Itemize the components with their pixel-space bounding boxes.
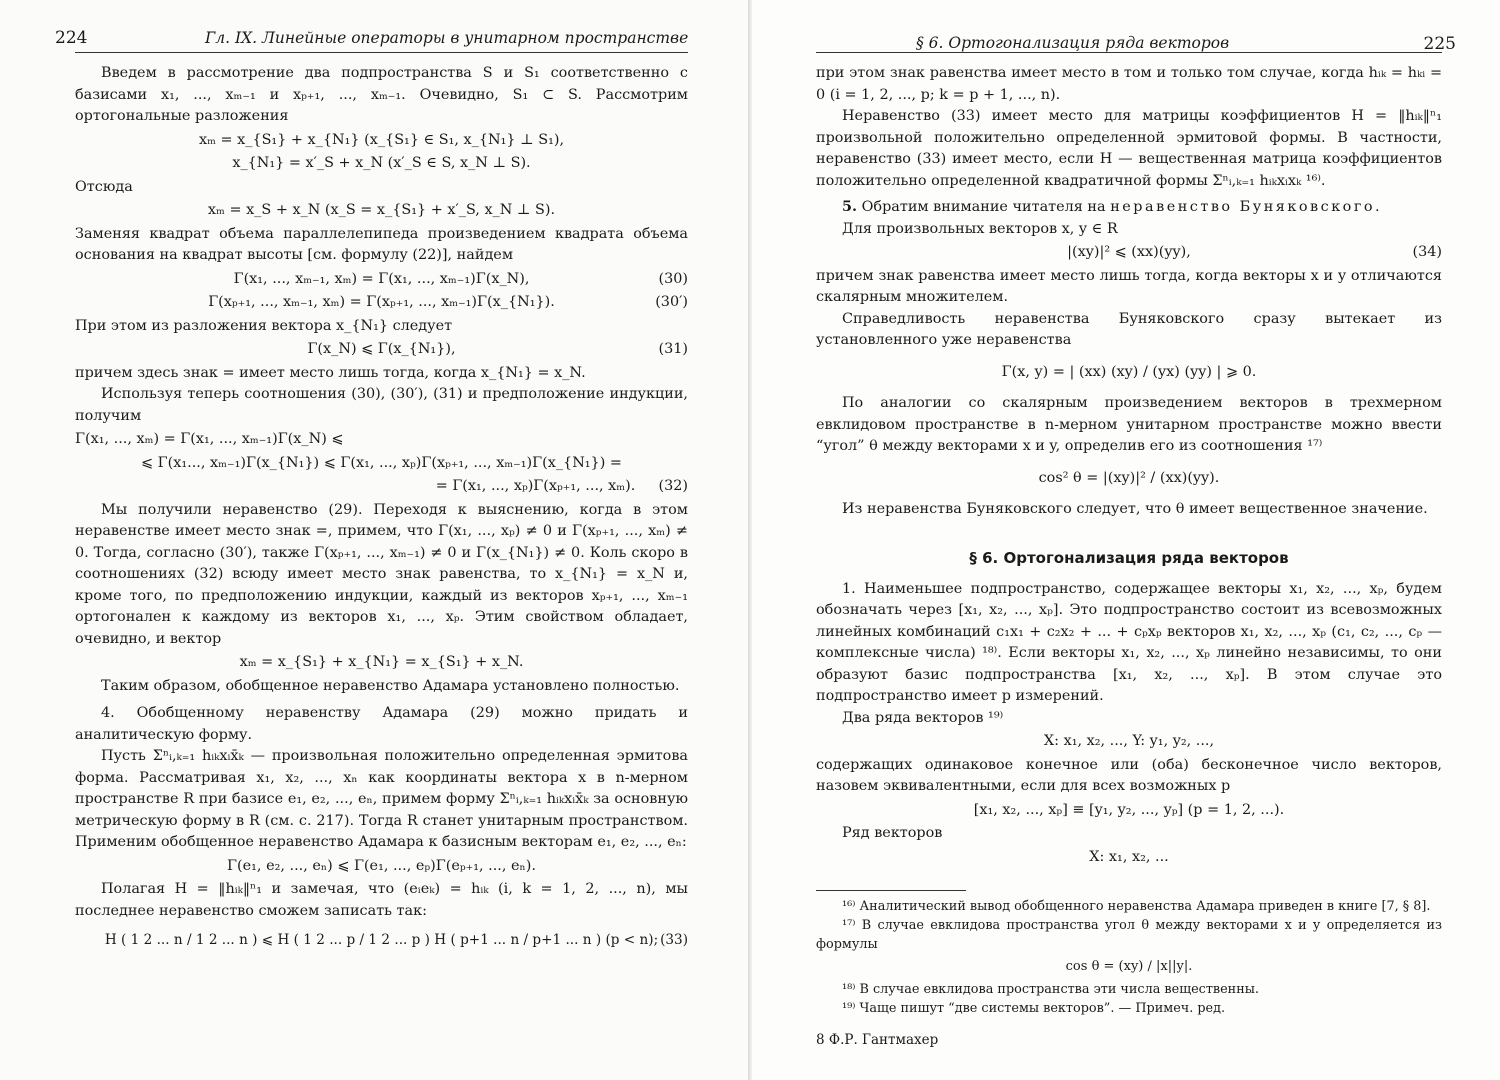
equation-34: [816, 242, 1442, 264]
paragraph: Таким образом, обобщенное неравенство Адамара установлено полностью.: [101, 677, 680, 694]
paragraph: причем здесь знак = имеет место лишь тогда, когда x_{N₁} = x_N.: [75, 364, 586, 381]
equation-31: [75, 339, 688, 361]
equation-body: = Γ(x₁, ..., xₚ)Γ(xₚ₊₁, ..., xₘ).: [435, 478, 636, 494]
paragraph: причем знак равенства имеет место лишь тогда, когда векторы x и y отличаются скалярным множителем.: [816, 267, 1442, 305]
paragraph: При этом из разложения вектора x_{N₁} следует: [75, 317, 453, 334]
footnote: ¹⁷⁾ В случае евклидова пространства угол θ между векторами x и y определяется из формулы: [816, 918, 1442, 952]
paragraph: Два ряда векторов ¹⁹⁾: [842, 709, 1004, 726]
equation-number: (30): [658, 270, 688, 287]
paragraph: Из неравенства Буняковского следует, что θ имеет вещественное значение.: [842, 501, 1428, 517]
text: Обратим внимание читателя на: [861, 199, 1106, 215]
equation-32-line3: [75, 476, 688, 498]
paragraph: Мы получили неравенство (29). Переходя к выяснению, когда в этом неравенстве имеет место знак =, примем, что Γ(x₁, ..., xₚ) ≠ 0 и Γ(xₚ₊₁, ..., xₘ) ≠ 0. Тогда, согласно (30′), также Γ(xₚ₊₁, ..., xₘ₋₁) ≠ 0 и Γ(x_{N₁}) ≠ 0. Коль скоро в соотношениях (32) всюду имеет место знак равенства, то x_{N₁} = x_N и, кроме того, по предположению индукции, каждый из векторов xₚ₊₁, ..., xₘ₋₁ ортогонален к каждому из векторов x₁, ..., xₚ. Этим свойством обладает, очевидно, и вектор: [75, 501, 688, 647]
equation-body: |(xy)|² ⩽ (xx)(yy),: [1067, 244, 1191, 260]
paragraph: Полагая H = ‖hᵢₖ‖ⁿ₁ и замечая, что (eᵢeₖ) = hᵢₖ (i, k = 1, 2, ..., n), мы последнее неравенство сможем записать так:: [75, 881, 688, 919]
equation-number: (31): [658, 341, 688, 357]
paragraph: По аналогии со скалярным произведением векторов в трехмерном евклидовом пространстве в n-мерном унитарном пространстве можно ввести “угол” θ между векторами x и y, определив его из соотношения ¹⁷⁾: [816, 395, 1442, 454]
paragraph: 4. Обобщенному неравенству Адамара (29) можно придать и аналитическую форму.: [75, 705, 688, 743]
footnote: ¹⁶⁾ Аналитический вывод обобщенного неравенства Адамара приведен в книге [7, § 8].: [842, 899, 1431, 914]
paragraph: Введем в рассмотрение два подпространства S и S₁ соответственно с базисами x₁, ..., xₘ₋₁ и xₚ₊₁, ..., xₘ₋₁. Очевидно, S₁ ⊂ S. Рассмотрим ортогональные разложения: [75, 65, 688, 124]
equation: X: x₁, x₂, ..., Y: y₁, y₂, ...,: [1043, 733, 1215, 749]
equation: xₘ = x_S + x_N (x_S = x_{S₁} + x′_S, x_N ⊥ S).: [207, 202, 556, 218]
equation-body: Γ(x_N) ⩽ Γ(x_{N₁}),: [307, 341, 456, 357]
paragraph: содержащих одинаковое конечное или (оба) бесконечное число векторов, назовем эквивалентными, если для всех возможных p: [816, 756, 1442, 794]
equation-32-line1: Γ(x₁, ..., xₘ) = Γ(x₁, ..., xₘ₋₁)Γ(x_N) ⩽: [75, 431, 344, 447]
equation: xₘ = x_{S₁} + x_{N₁} = x_{S₁} + x_N.: [239, 654, 524, 670]
equation-33: [75, 930, 688, 952]
running-head-title: Гл. IX. Линейные операторы в унитарном пространстве: [205, 29, 689, 47]
footnote-equation: cos θ = (xy) / |x||y|.: [1065, 959, 1193, 974]
paragraph: Для произвольных векторов x, y ∈ R: [842, 220, 1118, 237]
equation: X: x₁, x₂, ...: [1089, 848, 1169, 865]
footnote: ¹⁹⁾ Чаще пишут “две системы векторов”. — Примеч. ред.: [842, 1000, 1226, 1016]
equation-body: Γ(xₚ₊₁, ..., xₘ₋₁, xₘ) = Γ(xₚ₊₁, ..., xₘ₋₁)Γ(x_{N₁}).: [208, 294, 555, 310]
equation-number: (30′): [655, 294, 688, 310]
paragraph: Заменяя квадрат объема параллелепипеда произведением квадрата объема основания на квадрат высоты [см. формулу (22)], найдем: [75, 225, 688, 263]
left-running-head: [55, 28, 689, 53]
term-spaced: неравенство Буняковского.: [1110, 199, 1383, 215]
equation: [x₁, x₂, ..., xₚ] ≡ [y₁, y₂, ..., yₚ] (p = 1, 2, ...).: [973, 801, 1285, 818]
paragraph: Неравенство (33) имеет место для матрицы коэффициентов H = ‖hᵢₖ‖ⁿ₁ произвольной положительно определенной эрмитовой формы. В частности, неравенство (33) имеет место, если H — вещественная матрица коэффициентов положительно определенной квадратичной формы Σⁿᵢ,ₖ₌₁ hᵢₖxᵢxₖ ¹⁶⁾.: [816, 108, 1442, 189]
equation: x_{N₁} = x′_S + x_N (x′_S ∈ S, x_N ⊥ S).: [232, 155, 531, 171]
equation-body: Γ(x₁, ..., xₘ₋₁, xₘ) = Γ(x₁, ..., xₘ₋₁)Γ(x_N),: [233, 270, 530, 287]
paragraph: Ряд векторов: [842, 825, 943, 841]
item-number: 5.: [842, 198, 858, 215]
equation: Γ(x, y) = | (xx) (xy) / (yx) (yy) | ⩾ 0.: [1001, 363, 1257, 380]
paragraph: при этом знак равенства имеет место в том и только том случае, когда hᵢₖ = hₖᵢ = 0 (i = 1, 2, ..., p; k = p + 1, ..., n).: [816, 65, 1442, 103]
equation-body: H ( 1 2 ... n / 1 2 ... n ) ⩽ H ( 1 2 ... p / 1 2 ... p ) H ( p+1 ... n / p+1 ... n ) (p < n);: [104, 932, 659, 948]
page-number: 224: [55, 28, 88, 48]
equation-30: [75, 269, 688, 291]
equation-number: (33): [660, 932, 688, 948]
equation-number: (34): [1412, 244, 1442, 260]
equation: cos² θ = |(xy)|² / (xx)(yy).: [1038, 469, 1220, 486]
footnote-rule: [816, 890, 966, 891]
equation-30-prime: [75, 292, 688, 314]
paragraph: Используя теперь соотношения (30), (30′), (31) и предположение индукции, получим: [75, 386, 688, 424]
paragraph: Отсюда: [75, 178, 133, 195]
equation-32-line2: ⩽ Γ(x₁..., xₘ₋₁)Γ(x_{N₁}) ⩽ Γ(x₁, ..., xₚ)Γ(xₚ₊₁, ..., xₘ₋₁)Γ(x_{N₁}) =: [141, 454, 622, 471]
paragraph: Справедливость неравенства Буняковского сразу вытекает из установленного уже неравенства: [816, 310, 1442, 348]
right-running-head: [816, 22, 1456, 54]
page-number: 225: [1423, 34, 1456, 54]
paragraph: 1. Наименьшее подпространство, содержащее векторы x₁, x₂, ..., xₚ, будем обозначать через [x₁, x₂, ..., xₚ]. Это подпространство состоит из всевозможных линейных комбинаций c₁x₁ + c₂x₂ + ... + cₚxₚ векторов x₁, x₂, ..., xₚ (c₁, c₂, ..., cₚ — комплексные числа) ¹⁸⁾. Если векторы x₁, x₂, ..., xₚ линейно независимы, то они образуют базис подпространства [x₁, x₂, ..., xₚ]. В этом случае это подпространство имеет p измерений.: [816, 580, 1442, 704]
signature-mark: 8 Ф.Р. Гантмахер: [816, 1031, 939, 1048]
right-page: [752, 0, 1500, 1080]
equation: Γ(e₁, e₂, ..., eₙ) ⩽ Γ(e₁, ..., eₚ)Γ(eₚ₊₁, ..., eₙ).: [227, 857, 536, 874]
paragraph: [816, 196, 1442, 219]
equation: xₘ = x_{S₁} + x_{N₁} (x_{S₁} ∈ S₁, x_{N₁} ⊥ S₁),: [198, 131, 565, 148]
running-head-title: § 6. Ортогонализация ряда векторов: [916, 34, 1230, 52]
footnote: ¹⁸⁾ В случае евклидова пространства эти числа вещественны.: [842, 981, 1259, 997]
left-page: [0, 0, 748, 1080]
section-title: § 6. Ортогонализация ряда векторов: [969, 548, 1289, 567]
equation-number: (32): [658, 478, 688, 494]
paragraph: Пусть Σⁿᵢ,ₖ₌₁ hᵢₖxᵢx̄ₖ — произвольная положительно определенная эрмитова форма. Рассматривая x₁, x₂, ..., xₙ как координаты вектора x в n-мерном пространстве R при базисе e₁, e₂, ..., eₙ, примем форму Σⁿᵢ,ₖ₌₁ hᵢₖxᵢx̄ₖ за основную метрическую форму в R (см. с. 217). Тогда R станет унитарным пространством. Применим обобщенное неравенство Адамара к базисным векторам e₁, e₂, ..., eₙ:: [75, 748, 688, 850]
